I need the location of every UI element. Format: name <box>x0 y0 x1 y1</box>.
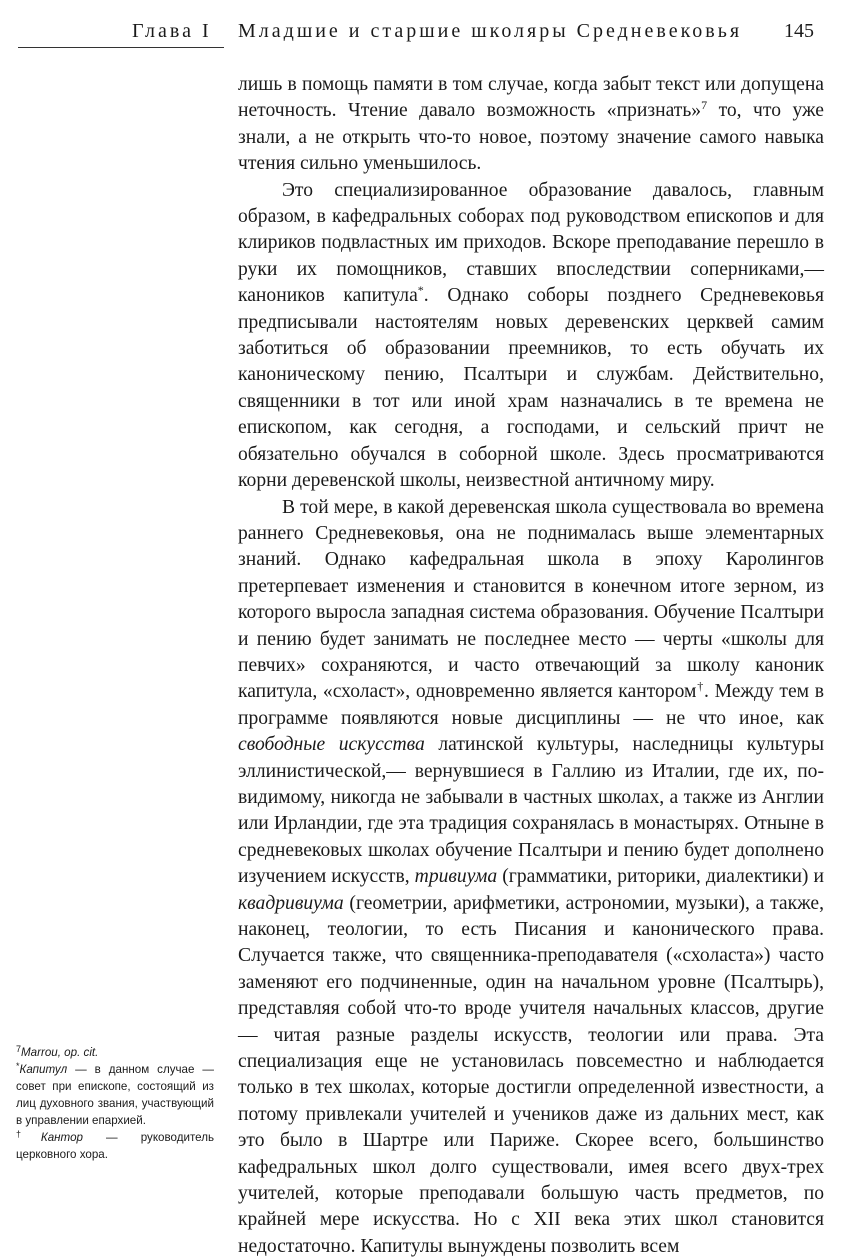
running-head <box>0 16 860 56</box>
footnote-ref-7: 7 <box>701 98 707 112</box>
running-title: Младшие и старшие школяры Средневековья <box>238 20 742 43</box>
term-trivium: тривиума <box>415 866 498 887</box>
term-quadrivium: квадривиума <box>238 893 344 914</box>
sidenote-kapitul: *Капитул — в данном случае — совет при епископе, состоящий из лиц духовного звания, участвующий в управлении епархией. <box>16 1061 214 1129</box>
paragraph-2: Это специализированное образование давалось, главным образом, в кафедральных соборах под руководством епископов и для клириков подвластных им приходов. Вскоре преподавание перешло в руки их помощников, ставших впоследствии соперниками,— каноников капитула*. Однако соборы позднего Средневековья предписывали настоятелям новых деревенских церквей самим заботиться об образовании преемников, то есть обучать их каноническому пению, Псалтыри и службам. Действительно, священники в тот или иной храм назначались в те времена не епископом, как сегодня, а господами, и сельский причт не обязательно обучался в соборной школе. Здесь просматриваются корни деревенской школы, неизвестной античному миру. <box>238 178 824 495</box>
term-liberal-arts: свободные искусства <box>238 734 425 755</box>
sidenote-7: $^7$Marrou, op. cit. <box>16 1044 214 1061</box>
sidenotes <box>16 1044 214 1163</box>
paragraph-1: лишь в помощь памяти в том случае, когда забыт текст или допущена неточность. Чтение давало возможность «признать»$^7$ то, что уже знали, а не открыть что-то новое, поэтому значение самого навыка чтения сильно уменьшилось. <box>238 72 824 178</box>
page-number: 145 <box>784 20 814 43</box>
sidenote-kantor: †Кантор — руководитель церковного хора. <box>16 1129 214 1163</box>
header-rule <box>18 47 224 48</box>
main-text <box>238 72 824 1260</box>
footnote-ref-star: * <box>418 283 424 297</box>
footnote-ref-dagger: † <box>696 679 704 693</box>
chapter-label: Глава I <box>132 20 212 43</box>
paragraph-3: В той мере, в какой деревенская школа существовала во времена раннего Средневековья, она не поднималась выше элементарных знаний. Однако кафедральная школа в эпоху Каролингов претерпевает изменения и становится в конечном итоге зерном, из которого выросла западная система образования. Обучение Псалтыри и пению будет занимать не последнее место — черты «школы для певчих» сохраняются, и часто отвечающий за школу каноник капитула, «схоласт», одновременно является кантором†. Между тем в программе появляются новые дисциплины — не что иное, как свободные искусства латинской культуры, наследницы культуры эллинистической,— вернувшиеся в Галлию из Италии, где их, по-видимому, никогда не забывали в частных школах, а также из Англии или Ирландии, где эта традиция сохранялась в монастырях. Отныне в средневековых школах обучение Псалтыри и пению будет дополнено изучением искусств, тривиума (грамматики, риторики, диалектики) и квадривиума (геометрии, арифметики, астрономии, музыки), а также, наконец, теологии, то есть Писания и канонического права. Случается также, что священника-преподавателя («схоласта») часто заменяют его подчиненные, один на начальном уровне (Псалтырь), представляя собой что-то вроде учителя начальных классов, другие — читая разные разделы искусств, теологии или права. Эта специализация еще не установилась повсеместно и наблюдается только в тех школах, которые достигли определенной известности, а потому привлекали учителей и учеников даже из дальних мест, как это было в Шартре или Париже. Скорее всего, большинство кафедральных школ долго существовали, имея всего двух-трех учителей, которые преподавали большую часть предметов, по крайней мере искусства. Но с XII века этих школ становится недостаточно. Капитулы вынуждены позволить всем <box>238 495 824 1260</box>
